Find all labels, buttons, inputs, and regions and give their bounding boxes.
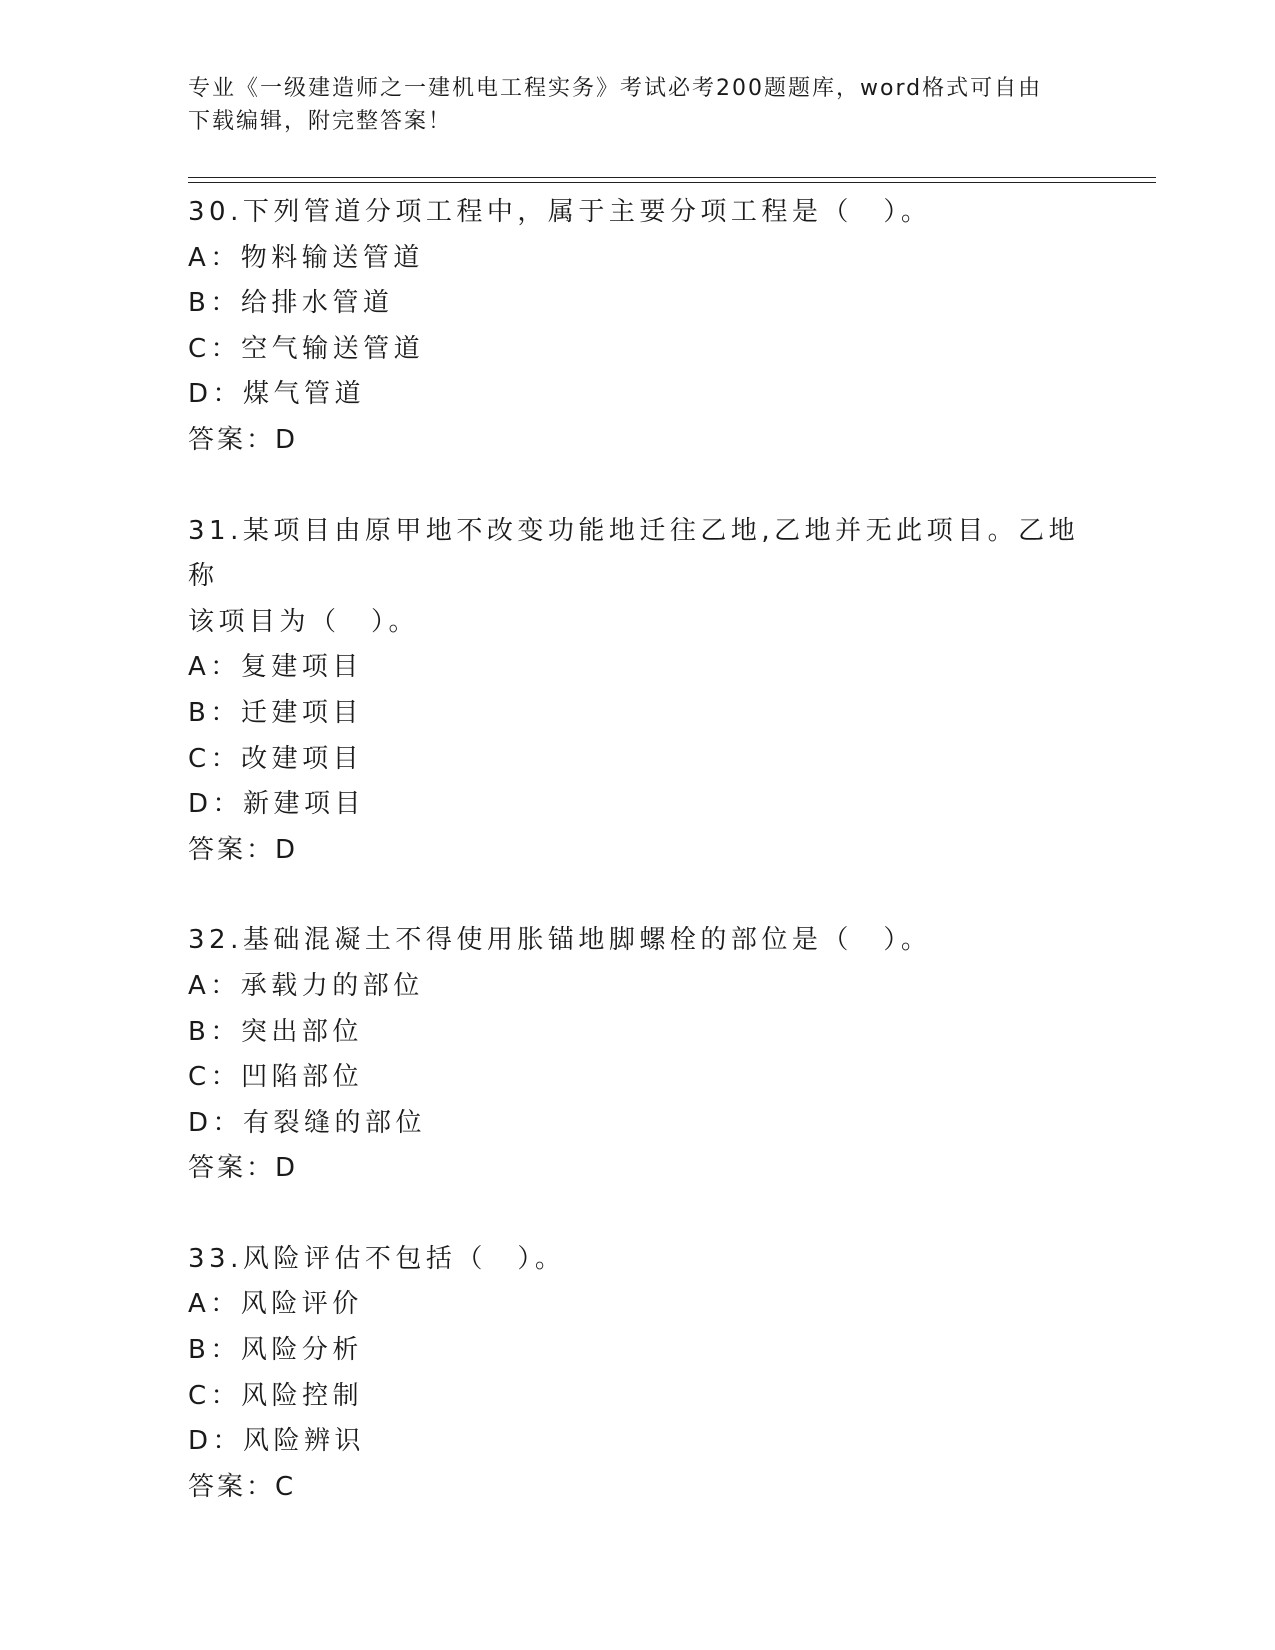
option-b: B：突出部位 (188, 1016, 363, 1047)
question-list (188, 190, 1088, 1555)
option-c: C：改建项目 (188, 743, 364, 774)
document-header (188, 72, 1068, 138)
question-32 (188, 918, 1088, 1192)
header-divider-bottom (188, 182, 1156, 183)
answer: 答案：C (188, 1471, 297, 1502)
question-stem: 30.下列管道分项工程中，属于主要分项工程是（ ）。 (188, 197, 932, 227)
header-line-2: 下载编辑，附完整答案！ (188, 109, 453, 134)
option-c: C：风险控制 (188, 1380, 364, 1411)
answer: 答案：D (188, 834, 299, 865)
question-stem-continued: 该项目为（ ）。 (188, 606, 420, 637)
option-b: B：风险分析 (188, 1335, 363, 1366)
option-d: D：风险辨识 (188, 1426, 366, 1457)
option-d: D：煤气管道 (188, 379, 366, 410)
option-c: C：凹陷部位 (188, 1062, 364, 1093)
question-stem: 31.某项目由原甲地不改变功能地迁往乙地,乙地并无此项目。乙地称 (188, 515, 1080, 592)
header-divider-top (188, 177, 1156, 178)
question-30 (188, 190, 1088, 464)
option-d: D：有裂缝的部位 (188, 1107, 427, 1138)
question-33 (188, 1237, 1088, 1511)
answer: 答案：D (188, 424, 299, 455)
answer: 答案：D (188, 1153, 299, 1184)
option-c: C：空气输送管道 (188, 333, 425, 364)
option-a: A：复建项目 (188, 652, 363, 683)
question-stem: 32.基础混凝土不得使用胀锚地脚螺栓的部位是（ ）。 (188, 925, 932, 956)
option-d: D：新建项目 (188, 789, 366, 820)
option-b: B：迁建项目 (188, 697, 363, 728)
header-line-1: 专业《一级建造师之一建机电工程实务》考试必考200题题库，word格式可自由 (188, 76, 1043, 101)
option-b: B：给排水管道 (188, 288, 394, 319)
question-stem: 33.风险评估不包括（ ）。 (188, 1243, 566, 1274)
option-a: A：风险评价 (188, 1289, 363, 1320)
option-a: A：承载力的部位 (188, 970, 424, 1001)
question-31 (188, 509, 1088, 874)
option-a: A：物料输送管道 (188, 242, 424, 273)
